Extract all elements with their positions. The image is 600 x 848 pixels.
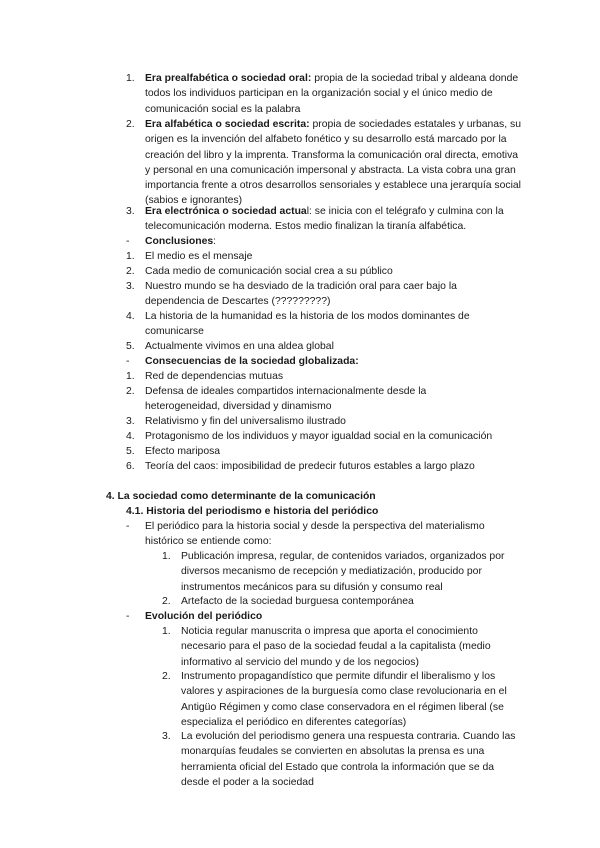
- bullet-dash: -: [126, 236, 130, 247]
- era-term: Era prealfabética o sociedad oral:: [145, 73, 312, 84]
- list-text: Nuestro mundo se ha desviado de la tradición oral para caer bajo la dependencia de Descartes (?????????): [145, 281, 457, 308]
- section-subtitle-text: 4.1. Historia del periodismo e historia del periódico: [126, 506, 379, 517]
- list-number: 3.: [126, 281, 135, 292]
- list-item: [162, 624, 525, 670]
- list-text: Relativismo y fin del universalismo ilustrado: [145, 416, 346, 427]
- consecuencias-heading: [126, 354, 525, 369]
- list-number: 1.: [126, 73, 135, 84]
- era-description: propia de sociedades estatales y urbanas, su origen es la invención del alfabeto fonético y su desarrollo está marcado por la creación del libro y la imprenta. Transforma la comunicación oral directa, emotiva y personal en una comunicación impersonal y abstracta. La vista cobra una gran importancia frente a otros desarrollos sensoriales y establece una jerarquía social (sabios e ignorantes): [145, 119, 522, 207]
- list-text: Defensa de ideales compartidos internacionalmente desde la heterogeneidad, diversidad y dinamismo: [145, 386, 427, 413]
- list-item-era-1: [126, 71, 525, 117]
- list-number: 2.: [162, 671, 171, 682]
- list-text: Actualmente vivimos en una aldea global: [145, 341, 334, 352]
- list-item: [162, 549, 529, 595]
- list-item-era-3: [126, 204, 525, 235]
- conclusiones-heading: [126, 234, 525, 249]
- list-number: 3.: [162, 731, 171, 742]
- list-item: [162, 729, 525, 790]
- list-item: [126, 339, 525, 354]
- list-number: 2.: [126, 119, 135, 130]
- list-text: La historia de la humanidad es la historia de los modos dominantes de comunicarse: [145, 311, 470, 338]
- list-item: [126, 249, 525, 264]
- section-title: [106, 489, 526, 504]
- list-number: 1.: [162, 551, 171, 562]
- list-number: 2.: [126, 386, 135, 397]
- bullet-dash: -: [126, 356, 130, 367]
- list-item-era-2: [126, 117, 525, 209]
- heading-text: Consecuencias de la sociedad globalizada:: [145, 356, 359, 367]
- section-title-text: 4. La sociedad como determinante de la comunicación: [106, 491, 376, 502]
- list-text: Red de dependencias mutuas: [145, 371, 284, 382]
- heading-text: Conclusiones: [145, 236, 214, 247]
- list-item: [126, 264, 525, 279]
- list-text: Publicación impresa, regular, de contenidos variados, organizados por diversos mecanismo de recepción y mediatización, producido por instrumentos mecánicos para su difusión y consumo real: [181, 551, 505, 593]
- list-item: [126, 309, 525, 340]
- list-number: 6.: [126, 461, 135, 472]
- heading-tail: :: [213, 236, 217, 247]
- list-item: [162, 594, 529, 609]
- list-item: [126, 384, 475, 415]
- list-number: 1.: [126, 371, 135, 382]
- era-description: l: se inicia con el telégrafo y culmina con la telecomunicación moderna. Estos medio finalizan la tiranía alfabética.: [145, 206, 504, 233]
- list-number: 4.: [126, 311, 135, 322]
- list-text: La evolución del periodismo genera una respuesta contraria. Cuando las monarquías feudales se convierten en absolutas la prensa es una herramienta oficial del Estado que controla la información que se da desde el poder a la sociedad: [181, 731, 516, 788]
- list-text: Noticia regular manuscrita o impresa que aporta el conocimiento necesario para el paso de la sociedad feudal a la capitalista (medio informativo al servicio del mundo y de los negocios): [181, 626, 491, 668]
- list-text: El medio es el mensaje: [145, 251, 253, 262]
- list-number: 2.: [126, 266, 135, 277]
- era-term: Era electrónica o sociedad actua: [145, 206, 307, 217]
- list-text: Artefacto de la sociedad burguesa contemporánea: [181, 596, 414, 607]
- list-item: [126, 279, 505, 310]
- bullet-dash: -: [126, 611, 130, 622]
- list-number: 4.: [126, 431, 135, 442]
- list-text: Cada medio de comunicación social crea a su público: [145, 266, 393, 277]
- intro-paragraph: [126, 519, 525, 550]
- intro-text: El periódico para la historia social y desde la perspectiva del materialismo histórico se entiende como:: [145, 521, 485, 548]
- list-text: Protagonismo de los individuos y mayor igualdad social en la comunicación: [145, 431, 493, 442]
- list-item: [162, 669, 525, 730]
- list-number: 1.: [162, 626, 171, 637]
- list-number: 5.: [126, 341, 135, 352]
- list-item: [126, 369, 525, 384]
- era-description: propia de la sociedad tribal y aldeana donde todos los individuos participan en la organización social y el único medio de comunicación social es la palabra: [145, 73, 519, 115]
- heading-text: Evolución del periódico: [145, 611, 263, 622]
- list-number: 3.: [126, 206, 135, 217]
- list-text: Teoría del caos: imposibilidad de predecir futuros estables a largo plazo: [145, 461, 475, 472]
- list-number: 3.: [126, 416, 135, 427]
- list-number: 1.: [126, 251, 135, 262]
- list-item: [126, 429, 535, 444]
- list-item: [126, 459, 525, 474]
- evolucion-heading: [126, 609, 525, 624]
- bullet-dash: -: [126, 521, 130, 532]
- list-text: Efecto mariposa: [145, 446, 221, 457]
- list-number: 2.: [162, 596, 171, 607]
- era-term: Era alfabética o sociedad escrita:: [145, 119, 310, 130]
- list-number: 5.: [126, 446, 135, 457]
- list-item: [126, 444, 525, 459]
- section-subtitle: [126, 504, 526, 519]
- list-item: [126, 414, 525, 429]
- list-text: Instrumento propagandístico que permite difundir el liberalismo y los valores y aspiraciones de la burguesía como clase revolucionaria en el Antigüo Régimen y como clase conservadora en el régimen liberal (se especializa el periódico en diferentes categorías): [181, 671, 507, 728]
